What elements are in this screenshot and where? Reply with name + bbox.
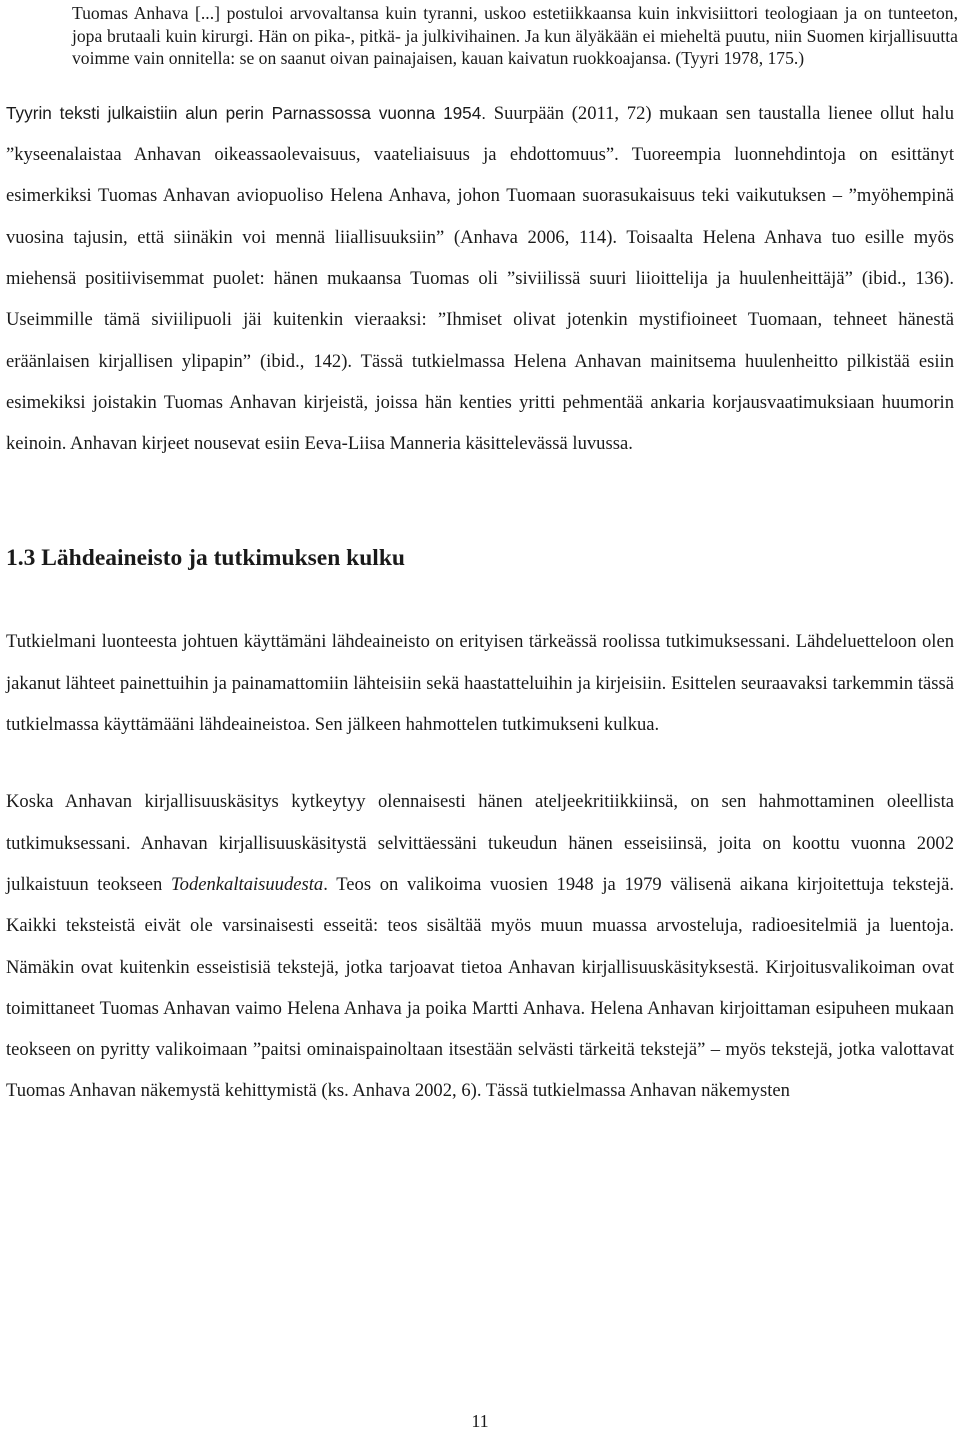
section-heading: 1.3 Lähdeaineisto ja tutkimuksen kulku [6, 545, 405, 572]
paragraph-tyyri [6, 93, 954, 465]
book-title: Todenkaltaisuudesta [171, 873, 324, 895]
page-number: 11 [471, 1411, 489, 1431]
document-page [6, 0, 958, 1112]
paragraph-anhava-essays-end: . Teos on valikoima vuosien 1948 ja 1979 välisenä aikana kirjoitettuja tekstejä. Kaikki teksteistä eivät ole varsinaisesti esseitä: teos sisältää myös muun muassa arvosteluja, radioesitelmiä ja luentoja. Nämäkin ovat kuitenkin esseistisiä tekstejä, jotka tarjoavat tietoa Anhavan kirjallisuuskäsityksestä. Kirjoitusvalikoiman ovat toimittaneet Tuomas Anhavan vaimo Helena Anhava ja poika Martti Anhava. Helena Anhavan kirjoittaman esipuheen mukaan teokseen on pyritty valikoimaan ”paitsi ominaispainoltaan itsestään selvästi tärkeitä tekstejä” – myös tekstejä, jotka valottavat Tuomas Anhavan näkemystä kehittymistä (ks. Anhava 2002, 6). Tässä tutkielmassa Anhavan näkemysten [6, 873, 954, 1102]
paragraph-sources-intro: Tutkielmani luonteesta johtuen käyttämäni lähdeaineisto on erityisen tärkeässä roolissa tutkimuksessani. Lähdeluetteloon olen jakanut lähteet painettuihin ja painamattomiin lähteisiin sekä haastatteluihin ja kirjeisiin. Esittelen seuraavaksi tarkemmin tässä tutkielmassa käyttämääni lähdeaineistoa. Sen jälkeen hahmottelen tutkimukseni kulkua. [6, 631, 954, 736]
paragraph-anhava-essays [6, 781, 954, 1111]
paragraph-tyyri-text: Suurpään (2011, 72) mukaan sen taustalla lienee ollut halu ”kyseenalaistaa Anhavan oikeassaolevaisuus, vaateliaisuus ja ehdottomuus”. Tuoreempia luonnehdintoja on esittänyt esimerkiksi Tuomas Anhavan aviopuoliso Helena Anhava, johon Tuomaan suorasukaisuus teki vaikutuksen – ”myöhempinä vuosina tajusin, että siinäkin voi mennä liiallisuuksiin” (Anhava 2006, 114). Toisaalta Helena Anhava tuo esille myös miehensä positiivisemmat puolet: hänen mukaansa Tuomas oli ”siviilissä suuri liioittelija ja huulenheittäjä” (ibid., 136). Useimmille tämä siviilipuoli jäi kuitenkin vieraaksi: ”Ihmiset olivat jotenkin mystifioineet Tuomaan, tehneet hänestä eräänlaisen kirjallisen ylipapin” (ibid., 142). Tässä tutkielmassa Helena Anhavan mainitsema huulenheitto pilkistää esiin esimekiksi joistakin Tuomas Anhavan kirjeistä, joissa hän kenties yritti pehmentää ankaria korjausvaatimuksiaan huumorin keinoin. Anhavan kirjeet nousevat esiin Eeva-Liisa Manneria käsittelevässä luvussa. [6, 102, 954, 455]
paragraph-anhava-essays-start: Koska Anhavan kirjallisuuskäsitys kytkeytyy olennaisesti hänen ateljeekritiikkiinsä, on sen hahmottaminen oleellista tutkimuksessani. Anhavan kirjallisuuskäsitystä selvittäessäni tukeudun hänen esseisiinsä, joita on koottu vuonna 2002 julkaistuun teokseen [6, 791, 954, 895]
block-quote [72, 2, 958, 70]
quote-text: Tuomas Anhava [...] postuloi arvovaltansa kuin tyranni, uskoo estetiikkaansa kuin inkvisiittori teologiaan ja on tunteeton, jopa brutaali kuin kirurgi. Hän on pika-, pitkä- ja julkivihainen. Ja kun älyäkään ei mieheltä puutu, niin Suomen kirjallisuutta voimme vain onnitella: se on saanut oivan painajaisen, kauan kaivatun ruokkoajansa. (Tyyri 1978, 175.) [72, 3, 958, 69]
paragraph-tyyri-sans-sentence: Tyyrin teksti julkaistiin alun perin Parnassossa vuonna 1954. [6, 102, 487, 123]
